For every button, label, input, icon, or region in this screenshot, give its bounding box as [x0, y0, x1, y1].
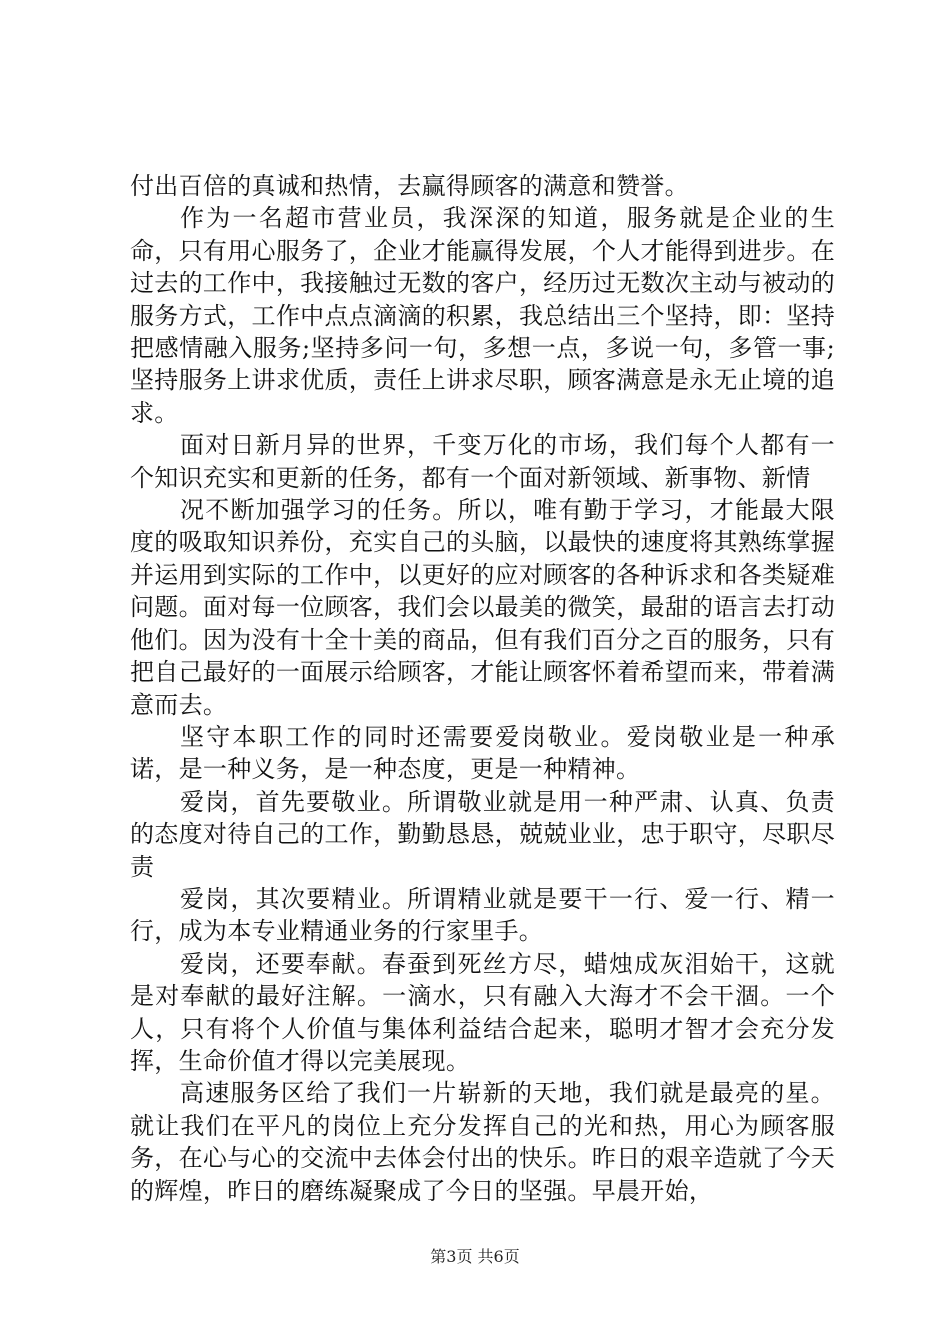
- paragraph: 爱岗，其次要精业。所谓精业就是要干一行、爱一行、精一行，成为本专业精通业务的行家里手。: [130, 884, 835, 946]
- document-body: [130, 170, 835, 1207]
- paragraph: 爱岗，首先要敬业。所谓敬业就是用一种严肃、认真、负责的态度对待自己的工作，勤勤恳恳，兢兢业业，忠于职守，尽职尽责: [130, 787, 835, 881]
- paragraph: 爱岗，还要奉献。春蚕到死丝方尽，蜡烛成灰泪始干，这就是对奉献的最好注解。一滴水，只有融入大海才不会干涸。一个人，只有将个人价值与集体利益结合起来，聪明才智才会充分发挥，生命价值才得以完美展现。: [130, 949, 835, 1075]
- paragraph: 作为一名超市营业员，我深深的知道，服务就是企业的生命，只有用心服务了，企业才能赢得发展，个人才能得到进步。在过去的工作中，我接触过无数的客户，经历过无数次主动与被动的服务方式，工作中点点滴滴的积累，我总结出三个坚持，即：坚持把感情融入服务;坚持多问一句，多想一点，多说一句，多管一事;坚持服务上讲求优质，责任上讲求尽职，顾客满意是永无止境的追求。: [130, 204, 835, 427]
- paragraph: 面对日新月异的世界，千变万化的市场，我们每个人都有一个知识充实和更新的任务，都有一个面对新领域、新事物、新情: [130, 431, 835, 492]
- paragraph: 高速服务区给了我们一片崭新的天地，我们就是最亮的星。就让我们在平凡的岗位上充分发挥自己的光和热，用心为顾客服务，在心与心的交流中去体会付出的快乐。昨日的艰辛造就了今天的辉煌，昨日的磨练凝聚成了今日的坚强。早晨开始，: [130, 1079, 835, 1205]
- paragraph: 付出百倍的真诚和热情，去赢得顾客的满意和赞誉。: [130, 172, 689, 200]
- paragraph: 坚守本职工作的同时还需要爱岗敬业。爱岗敬业是一种承诺，是一种义务，是一种态度，更是一种精神。: [130, 722, 835, 784]
- paragraph: 况不断加强学习的任务。所以，唯有勤于学习，才能最大限度的吸取知识养份，充实自己的头脑，以最快的速度将其熟练掌握并运用到实际的工作中，以更好的应对顾客的各种诉求和各类疑难问题。面对每一位顾客，我们会以最美的微笑，最甜的语言去打动他们。因为没有十全十美的商品，但有我们百分之百的服务，只有把自己最好的一面展示给顾客，才能让顾客怀着希望而来，带着满意而去。: [130, 496, 835, 719]
- page-number-footer: 第3页 共6页: [430, 1247, 520, 1266]
